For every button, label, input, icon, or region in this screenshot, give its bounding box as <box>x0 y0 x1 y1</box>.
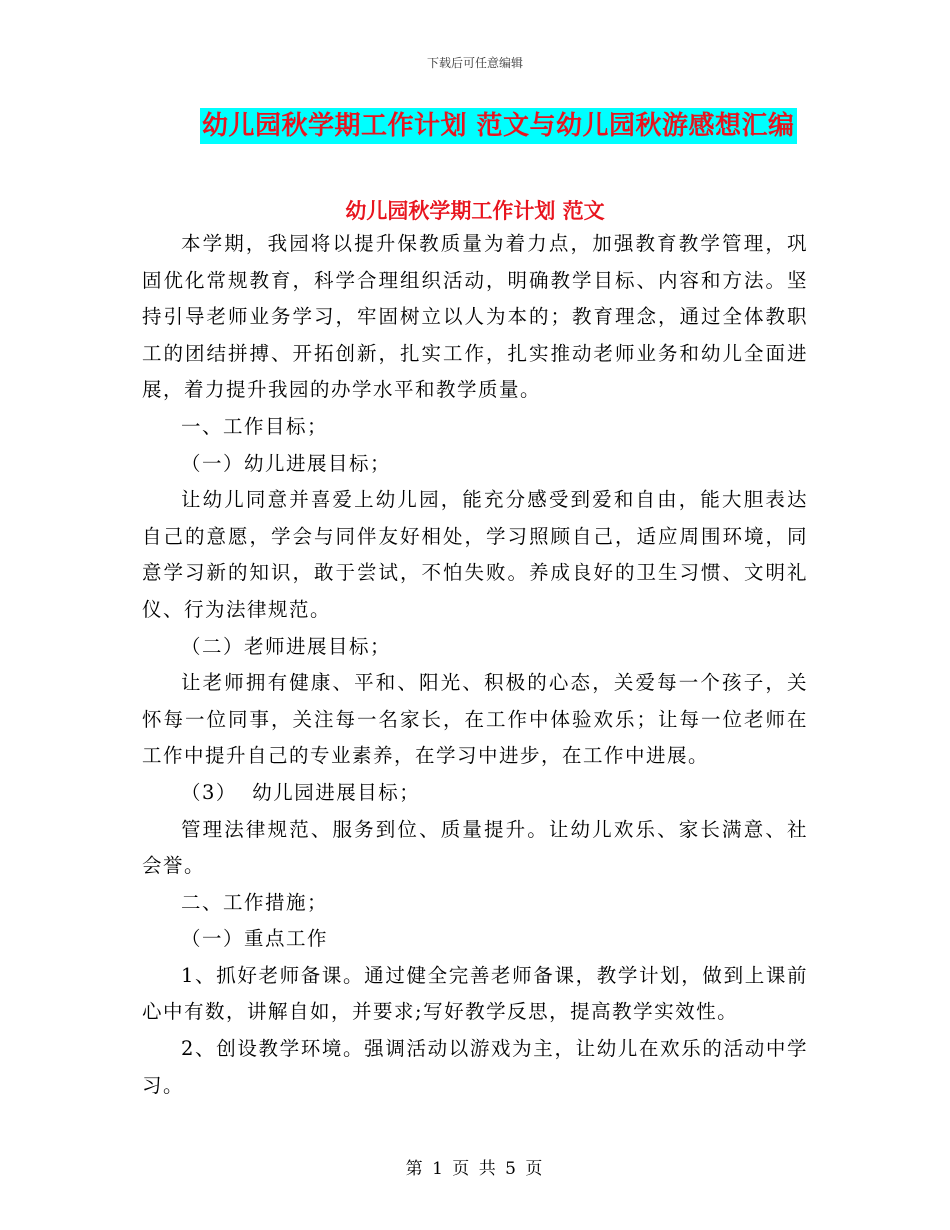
section-title: 幼儿园秋学期工作计划 范文 <box>345 198 605 223</box>
page-footer-number: 第 1 页 共 5 页 <box>405 1159 545 1179</box>
paragraph-lesson-prep: 1、抓好老师备课。通过健全完善老师备课，教学计划，做到上课前心中有数，讲解自如，并要求;写好教学反思，提高教学实效性。 <box>142 963 808 1024</box>
heading-key-work: （一）重点工作 <box>181 927 329 951</box>
document-main-title: 幼儿园秋学期工作计划 范文与幼儿园秋游感想汇编 <box>200 108 797 144</box>
paragraph-intro: 本学期，我园将以提升保教质量为着力点，加强教育教学管理，巩固优化常规教育，科学合理组织活动，明确教学目标、内容和方法。坚持引导老师业务学习，牢固树立以人为本的；教育理念，通过全体教职工的团结拼搏、开拓创新，扎实工作，扎实推动老师业务和幼儿全面进展，着力提升我园的办学水平和教学质量。 <box>142 232 808 402</box>
document-body <box>142 226 808 1104</box>
paragraph-teaching-environment: 2、创设教学环境。强调活动以游戏为主，让幼儿在欢乐的活动中学习。 <box>142 1037 808 1097</box>
page-header-note: 下载后可任意编辑 <box>426 56 523 70</box>
heading-work-measures: 二、工作措施； <box>181 890 329 914</box>
heading-kindergarten-goals: （3） 幼儿园进展目标； <box>181 780 421 804</box>
heading-child-goals: （一）幼儿进展目标； <box>181 451 392 475</box>
paragraph-teacher-goals: 让老师拥有健康、平和、阳光、积极的心态，关爱每一个孩子，关怀每一位同事，关注每一名家长，在工作中体验欢乐；让每一位老师在工作中提升自己的专业素养，在学习中进步，在工作中进展。 <box>142 671 808 768</box>
heading-work-goals: 一、工作目标； <box>181 414 329 438</box>
heading-teacher-goals: （二）老师进展目标； <box>181 634 392 658</box>
paragraph-kindergarten-goals: 管理法律规范、服务到位、质量提升。让幼儿欢乐、家长满意、社会誉。 <box>142 817 808 878</box>
paragraph-child-goals: 让幼儿同意并喜爱上幼儿园，能充分感受到爱和自由，能大胆表达自己的意愿，学会与同伴友好相处，学习照顾自己，适应周围环境，同意学习新的知识，敢于尝试，不怕失败。养成良好的卫生习惯、文明礼仪、行为法律规范。 <box>142 488 808 621</box>
